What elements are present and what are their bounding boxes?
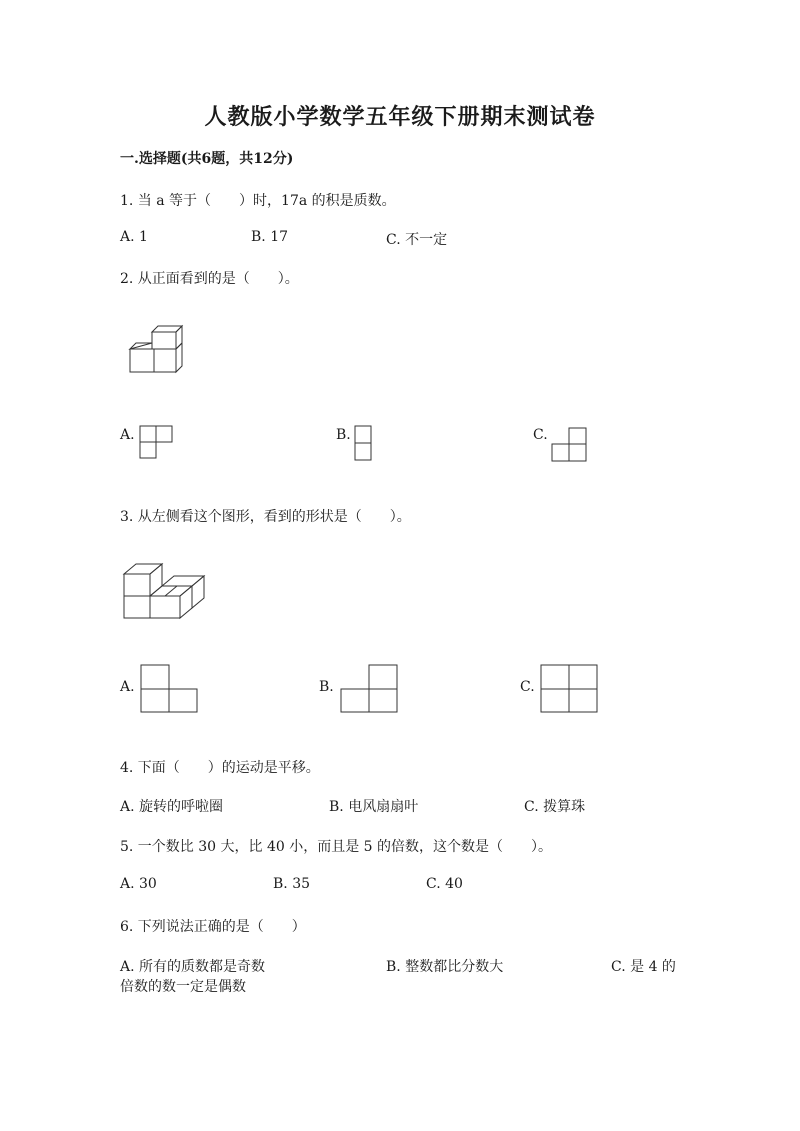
q3-option-b-figure <box>340 664 400 714</box>
q4-option-c[interactable]: C. 拨算珠 <box>524 799 586 815</box>
q3-option-c-figure <box>540 664 600 714</box>
q3-cube-figure <box>120 560 210 622</box>
q1-option-a[interactable]: A. 1 <box>120 229 148 245</box>
q2-option-a[interactable]: A. <box>120 427 135 443</box>
q2-cube-figure <box>128 324 188 376</box>
q3-option-b[interactable]: B. <box>319 679 334 695</box>
question-4: 4. 下面（ ）的运动是平移。 <box>120 760 320 776</box>
q4-option-b[interactable]: B. 电风扇扇叶 <box>329 799 419 815</box>
q6-option-b[interactable]: B. 整数都比分数大 <box>386 959 504 975</box>
page-title: 人教版小学数学五年级下册期末测试卷 <box>204 104 596 130</box>
q2-option-b-figure <box>353 425 373 461</box>
q2-option-b[interactable]: B. <box>336 427 351 443</box>
question-6: 6. 下列说法正确的是（ ） <box>120 919 306 935</box>
q2-option-a-figure <box>139 425 175 461</box>
q3-option-c[interactable]: C. <box>520 679 535 695</box>
q3-option-a[interactable]: A. <box>120 679 135 695</box>
q2-option-c-figure <box>551 427 589 463</box>
q5-option-b[interactable]: B. 35 <box>273 876 311 892</box>
q6-option-c-continuation: 倍数的数一定是偶数 <box>120 979 246 995</box>
q5-option-c[interactable]: C. 40 <box>426 876 463 892</box>
question-5: 5. 一个数比 30 大，比 40 小，而且是 5 的倍数，这个数是（ ）。 <box>120 839 553 855</box>
q6-option-a[interactable]: A. 所有的质数都是奇数 <box>120 959 266 975</box>
q1-option-c[interactable]: C. 不一定 <box>386 232 448 248</box>
q2-option-c[interactable]: C. <box>533 427 548 443</box>
q1-option-b[interactable]: B. 17 <box>251 229 289 245</box>
question-2: 2. 从正面看到的是（ ）。 <box>120 271 299 287</box>
question-3: 3. 从左侧看这个图形，看到的形状是（ ）。 <box>120 509 411 525</box>
section-heading: 一.选择题(共6题，共12分) <box>120 151 294 167</box>
q5-option-a[interactable]: A. 30 <box>120 876 157 892</box>
q3-option-a-figure <box>140 664 200 714</box>
question-1: 1. 当 a 等于（ ）时，17a 的积是质数。 <box>120 193 396 209</box>
q4-option-a[interactable]: A. 旋转的呼啦圈 <box>120 799 224 815</box>
q6-option-c[interactable]: C. 是 4 的 <box>611 959 676 975</box>
